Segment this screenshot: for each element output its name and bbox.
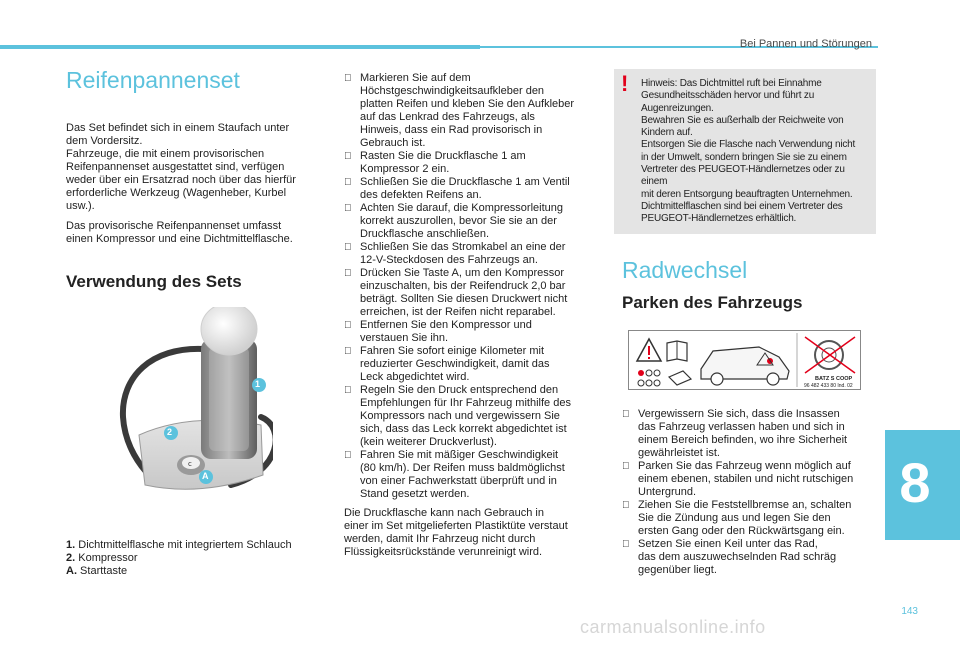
svg-text:c: c: [188, 460, 192, 468]
text-line: werden, damit Ihr Fahrzeug nicht durch: [344, 533, 536, 545]
warning-text: [641, 78, 868, 226]
repair-kit-drawing: [111, 307, 273, 497]
text-line: Untergrund.: [638, 485, 697, 498]
caption-key: 2.: [66, 552, 76, 564]
section-title: Bei Pannen und Störungen: [739, 38, 872, 50]
text-line: Die Druckflasche kann nach Gebrauch in: [344, 507, 544, 519]
caption-text: Kompressor: [75, 552, 138, 564]
text-line: beträgt. Sollten Sie diesen Druckwert nicht: [360, 293, 568, 305]
text-line: Gesundheitsschäden hervor und führt zu: [641, 90, 815, 102]
kit-paragraph: [66, 220, 328, 246]
text-line: Markieren Sie auf dem: [360, 72, 471, 84]
text-line: reduzierter Geschwindigkeit, damit das: [360, 358, 550, 370]
procedure-list: [344, 72, 606, 501]
list-item: [344, 319, 606, 345]
warning-icon: !: [621, 71, 629, 96]
text-line: 12-V-Steckdosen des Fahrzeugs an.: [360, 254, 538, 266]
text-line: des defekten Reifens an.: [360, 189, 482, 201]
text-line: Leck abgedichtet wird.: [360, 371, 470, 383]
text-line: Vergewissern Sie sich, dass die Insassen: [638, 407, 840, 420]
list-item: [622, 408, 880, 460]
text-line: (80 km/h). Der Reifen muss baldmöglichst: [360, 462, 565, 474]
chapter-number: 8: [899, 451, 931, 514]
callout-2: 2: [167, 427, 173, 437]
caption-item: [66, 552, 328, 565]
list-item: [622, 460, 880, 499]
text-line: einem ebenen, stabilen und nicht rutschigen: [638, 472, 854, 485]
page-number: 143: [901, 606, 918, 617]
text-line: Schließen Sie das Stromkabel an eine der: [360, 241, 566, 253]
column-left: [66, 66, 328, 497]
subheading-parken: Parken des Fahrzeugs: [622, 292, 803, 312]
text-line: das Fahrzeug verlassen haben und sich in: [638, 420, 845, 433]
text-line: Schließen Sie die Druckflasche 1 am Ventil: [360, 176, 570, 188]
text-line: Setzen Sie einen Keil unter das Rad,: [638, 537, 818, 550]
text-line: Das provisorische Reifenpannenset umfasst: [66, 220, 282, 232]
text-line: einem Bereich befinden, wo ihre Sicherheit: [638, 433, 848, 446]
parking-list: [622, 408, 880, 577]
label-maker: BATZ S COOP: [815, 375, 853, 382]
caption-item: [66, 565, 328, 578]
text-line: Das Set befindet sich in einem Staufach unter: [66, 122, 290, 134]
text-line: Kompressors nach und vergewissern Sie: [360, 410, 560, 422]
illustration-caption: [66, 539, 328, 578]
text-line: verstauen Sie ihn.: [360, 332, 449, 344]
caption-text: Starttaste: [77, 565, 128, 577]
section-heading-radwechsel: Radwechsel: [622, 256, 748, 283]
chapter-tab: [885, 430, 960, 540]
text-line: ersten Gang oder den Rückwärtsgang ein.: [638, 524, 845, 537]
tire-label-image: [628, 330, 861, 390]
text-line: platten Reifen und kleben Sie den Aufkleber: [360, 98, 575, 110]
text-line: (kein weiterer Druckverlust).: [360, 436, 497, 448]
text-line: Reifenpannenset ausgestattet sind, verfügen: [66, 161, 285, 173]
intro-paragraph: [66, 122, 328, 213]
text-line: Hinweis: Das Dichtmittel ruft bei Einnahme: [641, 78, 822, 89]
text-line: gegenüber liegt.: [638, 563, 717, 576]
text-line: Hinweis, dass ein Rad provisorisch in: [360, 124, 543, 136]
text-line: weder über ein Ersatzrad noch über das hierfür: [66, 174, 296, 186]
text-line: in der Umwelt, sondern bringen Sie sie zu einem: [641, 151, 847, 163]
text-line: Parken Sie das Fahrzeug wenn möglich auf: [638, 459, 851, 472]
text-line: PEUGEOT-Händlernetzes erhältlich.: [641, 213, 797, 225]
text-line: sich, dass das Leck korrekt abgedichtet ist: [360, 423, 567, 435]
text-line: gewährleistet ist.: [638, 446, 720, 459]
watermark: carmanualsonline.info: [580, 617, 766, 637]
text-line: Rasten Sie die Druckflasche 1 am: [360, 150, 526, 162]
caption-key: A.: [66, 565, 77, 577]
text-line: erforderliche Werkzeug (Wagenheber, Kurbel: [66, 187, 287, 199]
text-line: Fahren Sie mit mäßiger Geschwindigkeit: [360, 449, 559, 461]
column-middle: [344, 72, 606, 566]
text-line: Sie die Zündung aus und legen Sie den: [638, 511, 831, 524]
text-line: erreichen, ist der Reifen nicht reparabel.: [360, 306, 556, 318]
text-line: Kindern auf.: [641, 127, 693, 139]
list-item: [344, 384, 606, 449]
text-line: usw.).: [66, 200, 95, 212]
text-line: Gebrauch ist.: [360, 137, 426, 149]
text-line: Fahrzeuge, die mit einem provisorischen: [66, 148, 265, 160]
text-line: Dichtmittelflaschen sind bei einem Vertreter des: [641, 200, 843, 212]
callout-a: A: [202, 471, 209, 481]
text-line: Entsorgen Sie die Flasche nach Verwendung nicht: [641, 139, 856, 151]
text-line: einzuschalten, bis der Reifendruck 2,0 bar: [360, 280, 566, 292]
callout-1: 1: [255, 379, 261, 389]
text-line: auf das Lenkrad des Fahrzeugs, als: [360, 111, 535, 123]
text-line: dem Vordersitz.: [66, 135, 143, 147]
list-item: [344, 72, 606, 150]
list-item: [622, 499, 880, 538]
text-line: Achten Sie darauf, die Kompressorleitung: [360, 202, 564, 214]
column-right: [622, 69, 880, 577]
text-line: Augenreizungen.: [641, 102, 714, 114]
text-line: Ziehen Sie die Feststellbremse an, schalten: [638, 498, 852, 511]
closing-paragraph: [344, 507, 606, 559]
subheading-verwendung: Verwendung des Sets: [66, 272, 242, 291]
list-item: [344, 150, 606, 176]
header-bar: [0, 45, 480, 49]
text-line: Stand gesetzt werden.: [360, 488, 470, 500]
text-line: einen Kompressor und eine Dichtmittelflasche.: [66, 233, 293, 245]
text-line: Regeln Sie den Druck entsprechend den: [360, 384, 559, 396]
warning-note: [614, 69, 876, 234]
repair-kit-illustration: [111, 307, 273, 497]
text-line: mit deren Entsorgung beauftragten Unternehmen.: [641, 188, 853, 200]
text-line: Bewahren Sie es außerhalb der Reichweite von: [641, 114, 844, 126]
text-line: einer im Set mitgelieferten Plastiktüte verstaut: [344, 520, 568, 532]
text-line: Fahren Sie sofort einige Kilometer mit: [360, 345, 545, 357]
text-line: Höchstgeschwindigkeitsaufkleber den: [360, 85, 545, 97]
text-line: das dem auszuwechselnden Rad schräg: [638, 550, 837, 563]
text-line: Vertreter des PEUGEOT-Händlernetzes oder zu einem: [641, 164, 845, 188]
caption-text: Dichtmittelflasche mit integriertem Schlauch: [75, 539, 292, 551]
text-line: Drücken Sie Taste A, um den Kompressor: [360, 267, 565, 279]
text-line: Druckflasche anschließen.: [360, 228, 490, 240]
list-item: [344, 345, 606, 384]
section-heading-reifenpannenset: Reifenpannenset: [66, 67, 240, 93]
list-item: [344, 267, 606, 319]
text-line: Entfernen Sie den Kompressor und: [360, 319, 532, 331]
list-item: [344, 176, 606, 202]
caption-key: 1.: [66, 539, 76, 551]
text-line: Empfehlungen für Ihr Fahrzeug mithilfe des: [360, 397, 571, 409]
label-ref: 96 482 433 80 Ind. 02: [804, 382, 853, 389]
list-item: [622, 538, 880, 577]
list-item: [344, 449, 606, 501]
text-line: Kompressor 2 ein.: [360, 163, 450, 175]
text-line: Flüssigkeitsrückstände verunreinigt wird.: [344, 546, 543, 558]
text-line: korrekt auszurollen, bevor Sie sie an der: [360, 215, 557, 227]
caption-item: [66, 539, 328, 552]
list-item: [344, 241, 606, 267]
list-item: [344, 202, 606, 241]
text-line: von einer Fachwerkstatt überprüft und in: [360, 475, 557, 487]
